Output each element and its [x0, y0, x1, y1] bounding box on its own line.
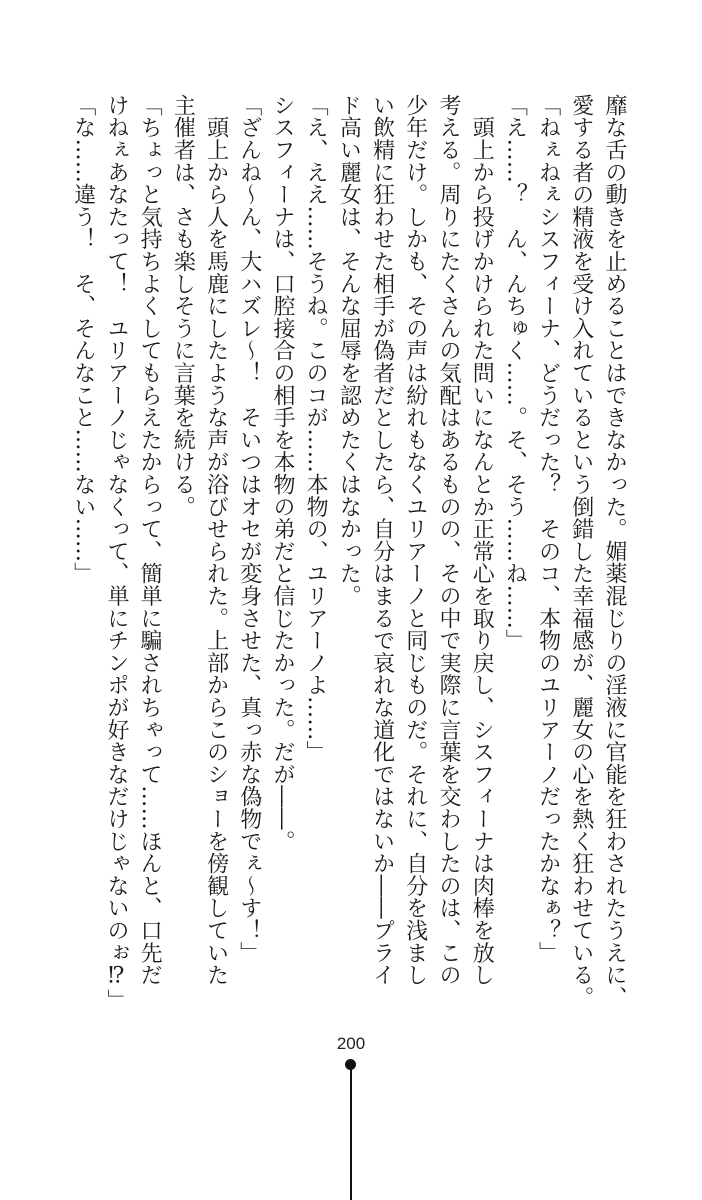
text-line: 「ちょっと気持ちよくしてもらえたからって、簡単に騙されちゃって……ほんと、口先だ	[137, 94, 163, 986]
page-marker-line	[350, 1068, 352, 1200]
text-line: 靡な舌の動きを止めることはできなかった。媚薬混じりの淫液に官能を狂わされたうえに、	[602, 94, 627, 1009]
text-line: 「な……違う！ そ、そんなこと……ない……」	[70, 94, 96, 585]
text-line: 「ねぇねぇシスフィーナ、どうだった？ そのコ、本物のユリアーノだったかなぁ？」	[535, 94, 561, 964]
text-line: い飲精に狂わせた相手が偽者だとしたら、自分はまるで哀れな道化ではないか――プライ	[369, 94, 395, 986]
text-line: ド高い麗女は、そんな屈辱を認めたくはなかった。	[336, 94, 362, 607]
page-number: 200	[336, 1034, 366, 1053]
text-line: 考える。周りにたくさんの気配はあるものの、その中で実際に言葉を交わしたのは、この	[435, 94, 461, 986]
text-line: 「え……？ ん、んちゅく……。そ、そう……ね……」	[502, 94, 528, 652]
text-line: 愛する者の精液を受け入れているという倒錯した幸福感が、麗女の心を熱く狂わせている。	[568, 94, 594, 1009]
text-line: 少年だけ。しかも、その声は紛れもなくユリアーノと同じものだ。それに、自分を浅まし	[402, 94, 428, 986]
text-line: けねぇあなたって！ ユリアーノじゃなくって、単にチンポが好きなだけじゃないのぉ⁉」	[103, 94, 129, 1012]
text-line: 「ざんね～ん、大ハズレ～！ そいつはオセが変身させた、真っ赤な偽物でぇ～す！」	[236, 94, 262, 964]
text-line: シスフィーナは、口腔接合の相手を本物の弟だと信じたかった。だが――。	[269, 94, 295, 853]
text-line: 頭上から人を馬鹿にしたような声が浴びせられた。上部からこのショーを傍観していた	[203, 94, 229, 986]
text-line: 主催者は、さも楽しそうに言葉を続ける。	[170, 94, 196, 518]
text-line: 「え、ええ……そうね。このコが……本物の、ユリアーノよ……」	[303, 94, 329, 763]
body-text	[67, 94, 631, 1019]
text-line: 頭上から投げかけられた問いになんとか正常心を取り戻し、シスフィーナは肉棒を放し	[469, 94, 495, 986]
